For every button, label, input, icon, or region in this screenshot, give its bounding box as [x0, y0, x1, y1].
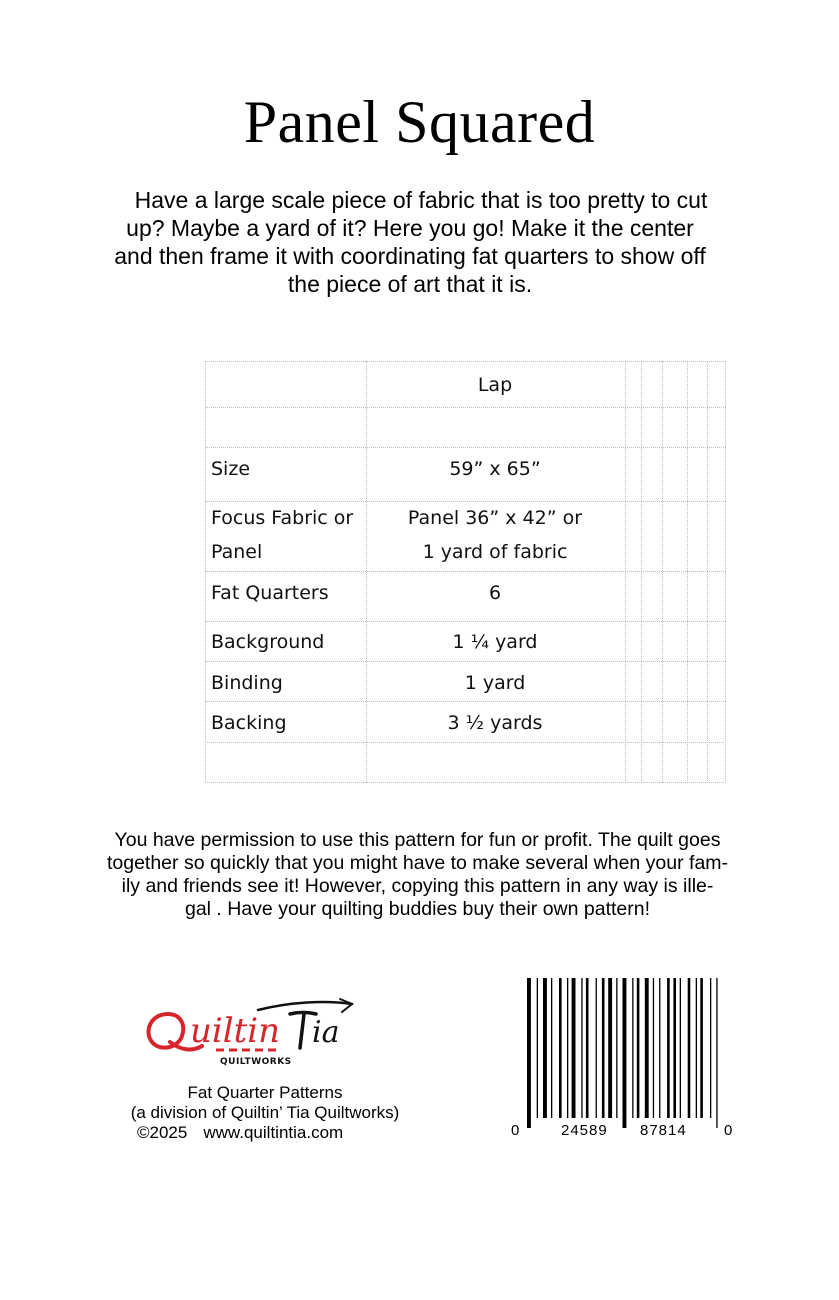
- table-column-rule: [625, 361, 626, 783]
- barcode-bar: [632, 978, 633, 1118]
- barcode-bar: [616, 978, 617, 1118]
- row-value-fat-quarters: 6: [488, 582, 502, 604]
- row-label-focus-fabric-2: Panel: [211, 541, 263, 563]
- permission-notice: [45, 829, 790, 921]
- intro-line: up? Maybe a yard of it? Here you go! Make it the center: [126, 215, 694, 241]
- page-title: Panel Squared: [243, 89, 596, 155]
- quiltin-tia-logo-graphic: [140, 992, 370, 1072]
- table-rule: [205, 361, 726, 362]
- column-header-lap: Lap: [477, 374, 513, 396]
- table-column-rule: [725, 361, 726, 783]
- publisher-division: (a division of Quiltin’ Tia Quiltworks): [130, 1103, 400, 1122]
- barcode-leading-digit: 0: [511, 1122, 521, 1139]
- row-label-focus-fabric: Focus Fabric or: [211, 507, 354, 529]
- permission-line: gal . Have your quilting buddies buy their own pattern!: [184, 898, 651, 920]
- table-column-rule: [641, 361, 642, 783]
- table-rule: [205, 407, 726, 408]
- barcode-bar: [623, 978, 627, 1128]
- barcode-trailing-digit: 0: [724, 1122, 734, 1139]
- barcode-bar: [559, 978, 562, 1118]
- barcode: [525, 978, 725, 1136]
- row-value-size: 59” x 65”: [449, 458, 541, 480]
- table-rule: [205, 701, 726, 702]
- barcode-bar: [696, 978, 697, 1118]
- table-column-rule: [687, 361, 688, 783]
- barcode-bars: [525, 978, 725, 1128]
- barcode-bar: [645, 978, 649, 1118]
- permission-line: ily and friends see it! However, copying this pattern in any way is ille-: [121, 875, 714, 897]
- intro-paragraph: [60, 186, 760, 298]
- table-rule: [205, 661, 726, 662]
- table-rule: [205, 782, 726, 783]
- quiltworks-wordmark: QUILTWORKS: [220, 1057, 292, 1067]
- permission-line: together so quickly that you might have to make several when your fam-: [106, 852, 729, 874]
- row-value-focus-fabric: Panel 36” x 42” or: [407, 507, 583, 529]
- row-value-binding: 1 yard: [464, 672, 526, 694]
- row-value-focus-fabric-2: 1 yard of fabric: [422, 541, 568, 563]
- barcode-bar: [680, 978, 681, 1118]
- svg-text:ia: ia: [312, 1015, 340, 1050]
- barcode-bar: [637, 978, 640, 1118]
- barcode-bar: [572, 978, 576, 1118]
- barcode-bar: [710, 978, 711, 1118]
- row-label-fat-quarters: Fat Quarters: [211, 582, 329, 604]
- intro-line: Have a large scale piece of fabric that is too pretty to cut: [134, 187, 708, 213]
- table-rule: [205, 621, 726, 622]
- barcode-group-2: 87814: [640, 1122, 687, 1139]
- row-label-backing: Backing: [211, 712, 287, 734]
- barcode-bar: [667, 978, 670, 1118]
- row-label-binding: Binding: [211, 672, 283, 694]
- barcode-bar: [653, 978, 654, 1118]
- svg-text:uiltin: uiltin: [190, 1011, 281, 1051]
- barcode-bar: [688, 978, 691, 1118]
- publisher-name: Fat Quarter Patterns: [187, 1083, 343, 1102]
- row-value-background: 1 ¼ yard: [452, 631, 538, 653]
- website-link[interactable]: www.quiltintia.com: [203, 1123, 344, 1142]
- table-column-rule: [205, 361, 206, 783]
- barcode-bar: [673, 978, 676, 1118]
- table-rule: [205, 742, 726, 743]
- barcode-bar: [596, 978, 597, 1118]
- table-column-rule: [707, 361, 708, 783]
- barcode-bar: [537, 978, 538, 1118]
- fabric-requirements-table: [205, 361, 726, 783]
- barcode-bar: [581, 978, 582, 1118]
- barcode-bar: [716, 978, 717, 1128]
- barcode-group-1: 24589: [561, 1122, 608, 1139]
- barcode-bar: [551, 978, 552, 1118]
- barcode-bar: [602, 978, 605, 1118]
- table-column-rule: [662, 361, 663, 783]
- quiltin-tia-logo: [140, 992, 370, 1072]
- barcode-bar: [567, 978, 568, 1118]
- barcode-bar: [586, 978, 589, 1118]
- copyright: ©2025: [137, 1123, 188, 1142]
- intro-line: the piece of art that it is.: [287, 271, 533, 297]
- publisher-info: [105, 1083, 425, 1143]
- row-label-size: Size: [211, 458, 251, 480]
- table-rule: [205, 447, 726, 448]
- barcode-bar: [608, 978, 612, 1118]
- permission-line: You have permission to use this pattern for fun or profit. The quilt goes: [114, 829, 721, 851]
- row-value-backing: 3 ½ yards: [447, 712, 543, 734]
- barcode-bar: [700, 978, 703, 1118]
- table-rule: [205, 571, 726, 572]
- barcode-bar: [659, 978, 660, 1118]
- row-label-background: Background: [211, 631, 325, 653]
- barcode-bar: [527, 978, 531, 1128]
- barcode-bar: [543, 978, 547, 1118]
- intro-line: and then frame it with coordinating fat quarters to show off: [114, 243, 706, 269]
